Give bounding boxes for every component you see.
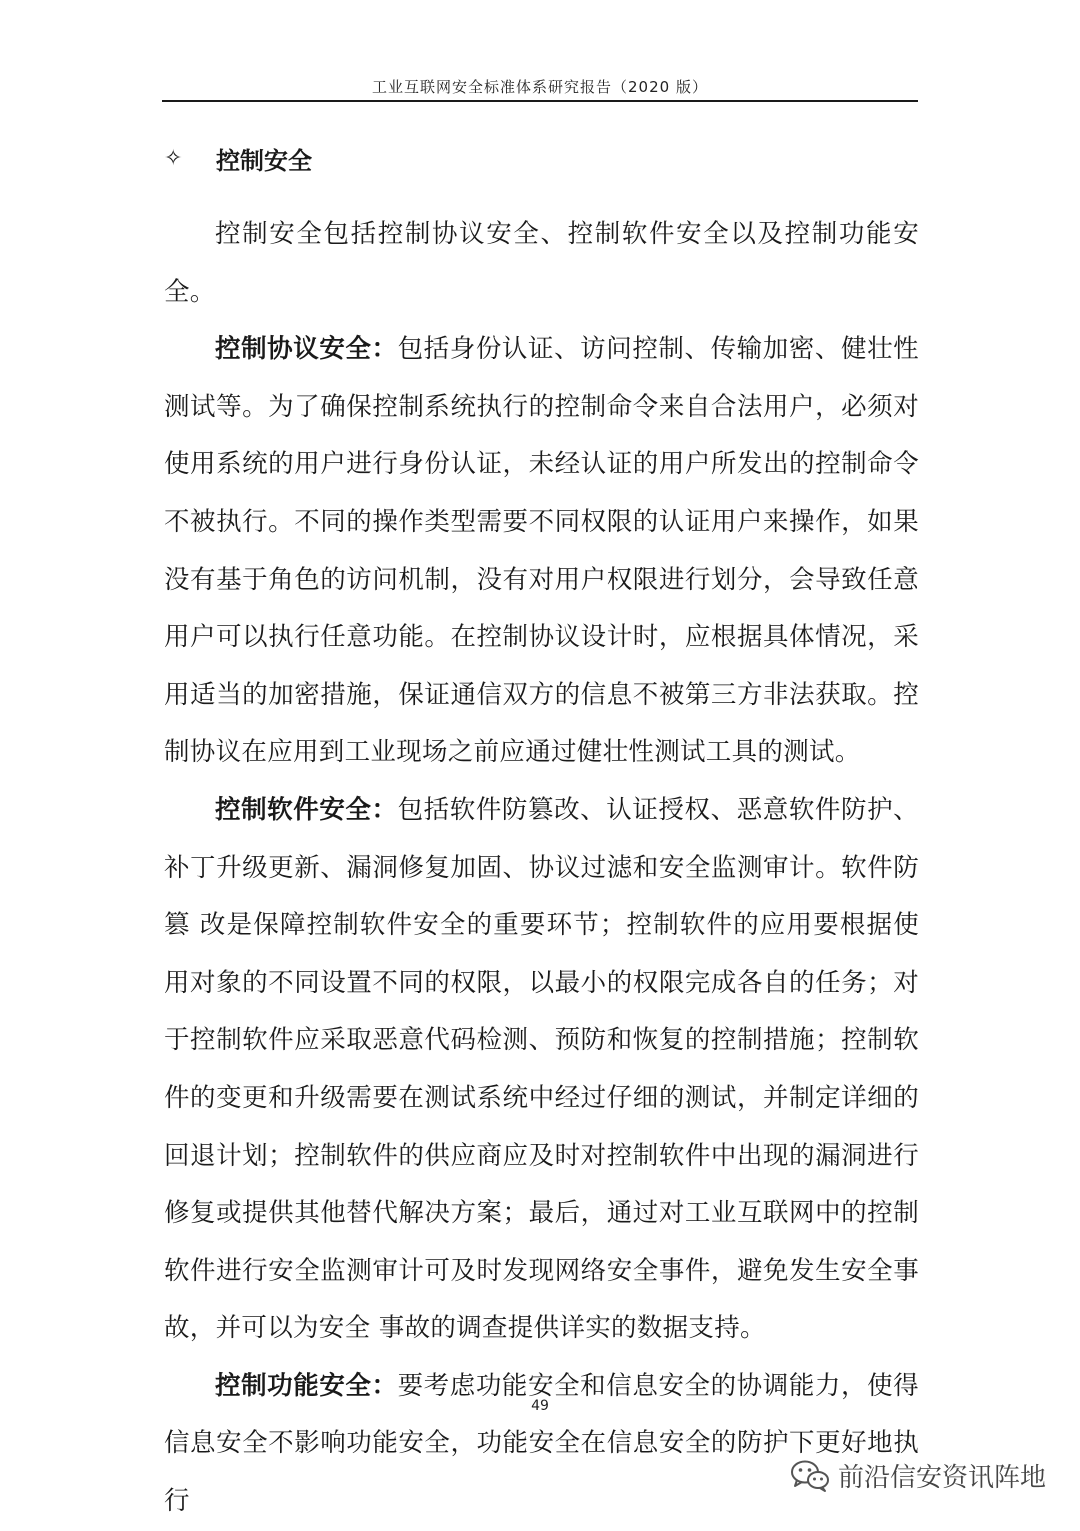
watermark-text: 前沿信安资讯阵地 bbox=[837, 1463, 1046, 1493]
paragraph-text: 控制安全包括控制协议安全、控制软件安全以及控制功能安全。 bbox=[164, 219, 919, 307]
paragraph-lead: 控制协议安全： bbox=[215, 334, 398, 365]
section-heading bbox=[164, 141, 312, 176]
header-rule bbox=[162, 100, 918, 102]
section-title: 控制安全 bbox=[216, 147, 312, 175]
body-text bbox=[164, 206, 919, 1531]
page-number: 49 bbox=[531, 1398, 549, 1414]
paragraph-control-software-security bbox=[164, 782, 919, 1358]
paragraph-lead: 控制软件安全： bbox=[215, 794, 398, 825]
paragraph-intro bbox=[164, 206, 919, 321]
paragraph-control-protocol-security bbox=[164, 321, 919, 782]
diamond-bullet-icon: ✧ bbox=[164, 146, 183, 171]
wechat-icon bbox=[790, 1459, 830, 1493]
paragraph-text: 包括身份认证、访问控制、传输加密、健壮性测试等。为了确保控制系统执行的控制命令来自合法用户，必须对使用系统的用户进行身份认证，未经认证的用户所发出的控制命令不被执行。不同的操作类型需要不同权限的认证用户来操作，如果没有基于角色的访问机制，没有对用户权限进行划分，会导致任意用户可以执行任意功能。在控制协议设计时，应根据具体情况，采用适当的加密措施，保证通信双方的信息不被第三方非法获取。控制协议在应用到工业现场之前应通过健壮性测试工具的测试。 bbox=[164, 334, 919, 768]
paragraph-text: 要考虑功能安全和信息安全的协调能力，使得信息安全不影响功能安全，功能安全在信息安全的防护下更好地执行 bbox=[164, 1370, 919, 1517]
paragraph-text: 包括软件防篡改、认证授权、恶意软件防护、补丁升级更新、漏洞修复加固、协议过滤和安全监测审计。软件防篡 改是保障控制软件安全的重要环节；控制软件的应用要根据使用对象的不同设置不同的权限，以最小的权限完成各自的任务；对于控制软件应采取恶意代码检测、预防和恢复的控制措施；控制软件的变更和升级需要在测试系统中经过仔细的测试，并制定详细的回退计划；控制软件的供应商应及时对控制软件中出现的漏洞进行修复或提供其他替代解决方案；最后，通过对工业互联网中的控制软件进行安全监测审计可及时发现网络安全事件，避免发生安全事故，并可以为安全 事故的调查提供详实的数据支持。 bbox=[164, 794, 919, 1344]
paragraph-control-function-security bbox=[164, 1358, 919, 1531]
watermark bbox=[790, 1457, 1046, 1494]
paragraph-lead: 控制功能安全： bbox=[215, 1370, 398, 1401]
running-header: 工业互联网安全标准体系研究报告（2020 版） bbox=[372, 78, 708, 96]
